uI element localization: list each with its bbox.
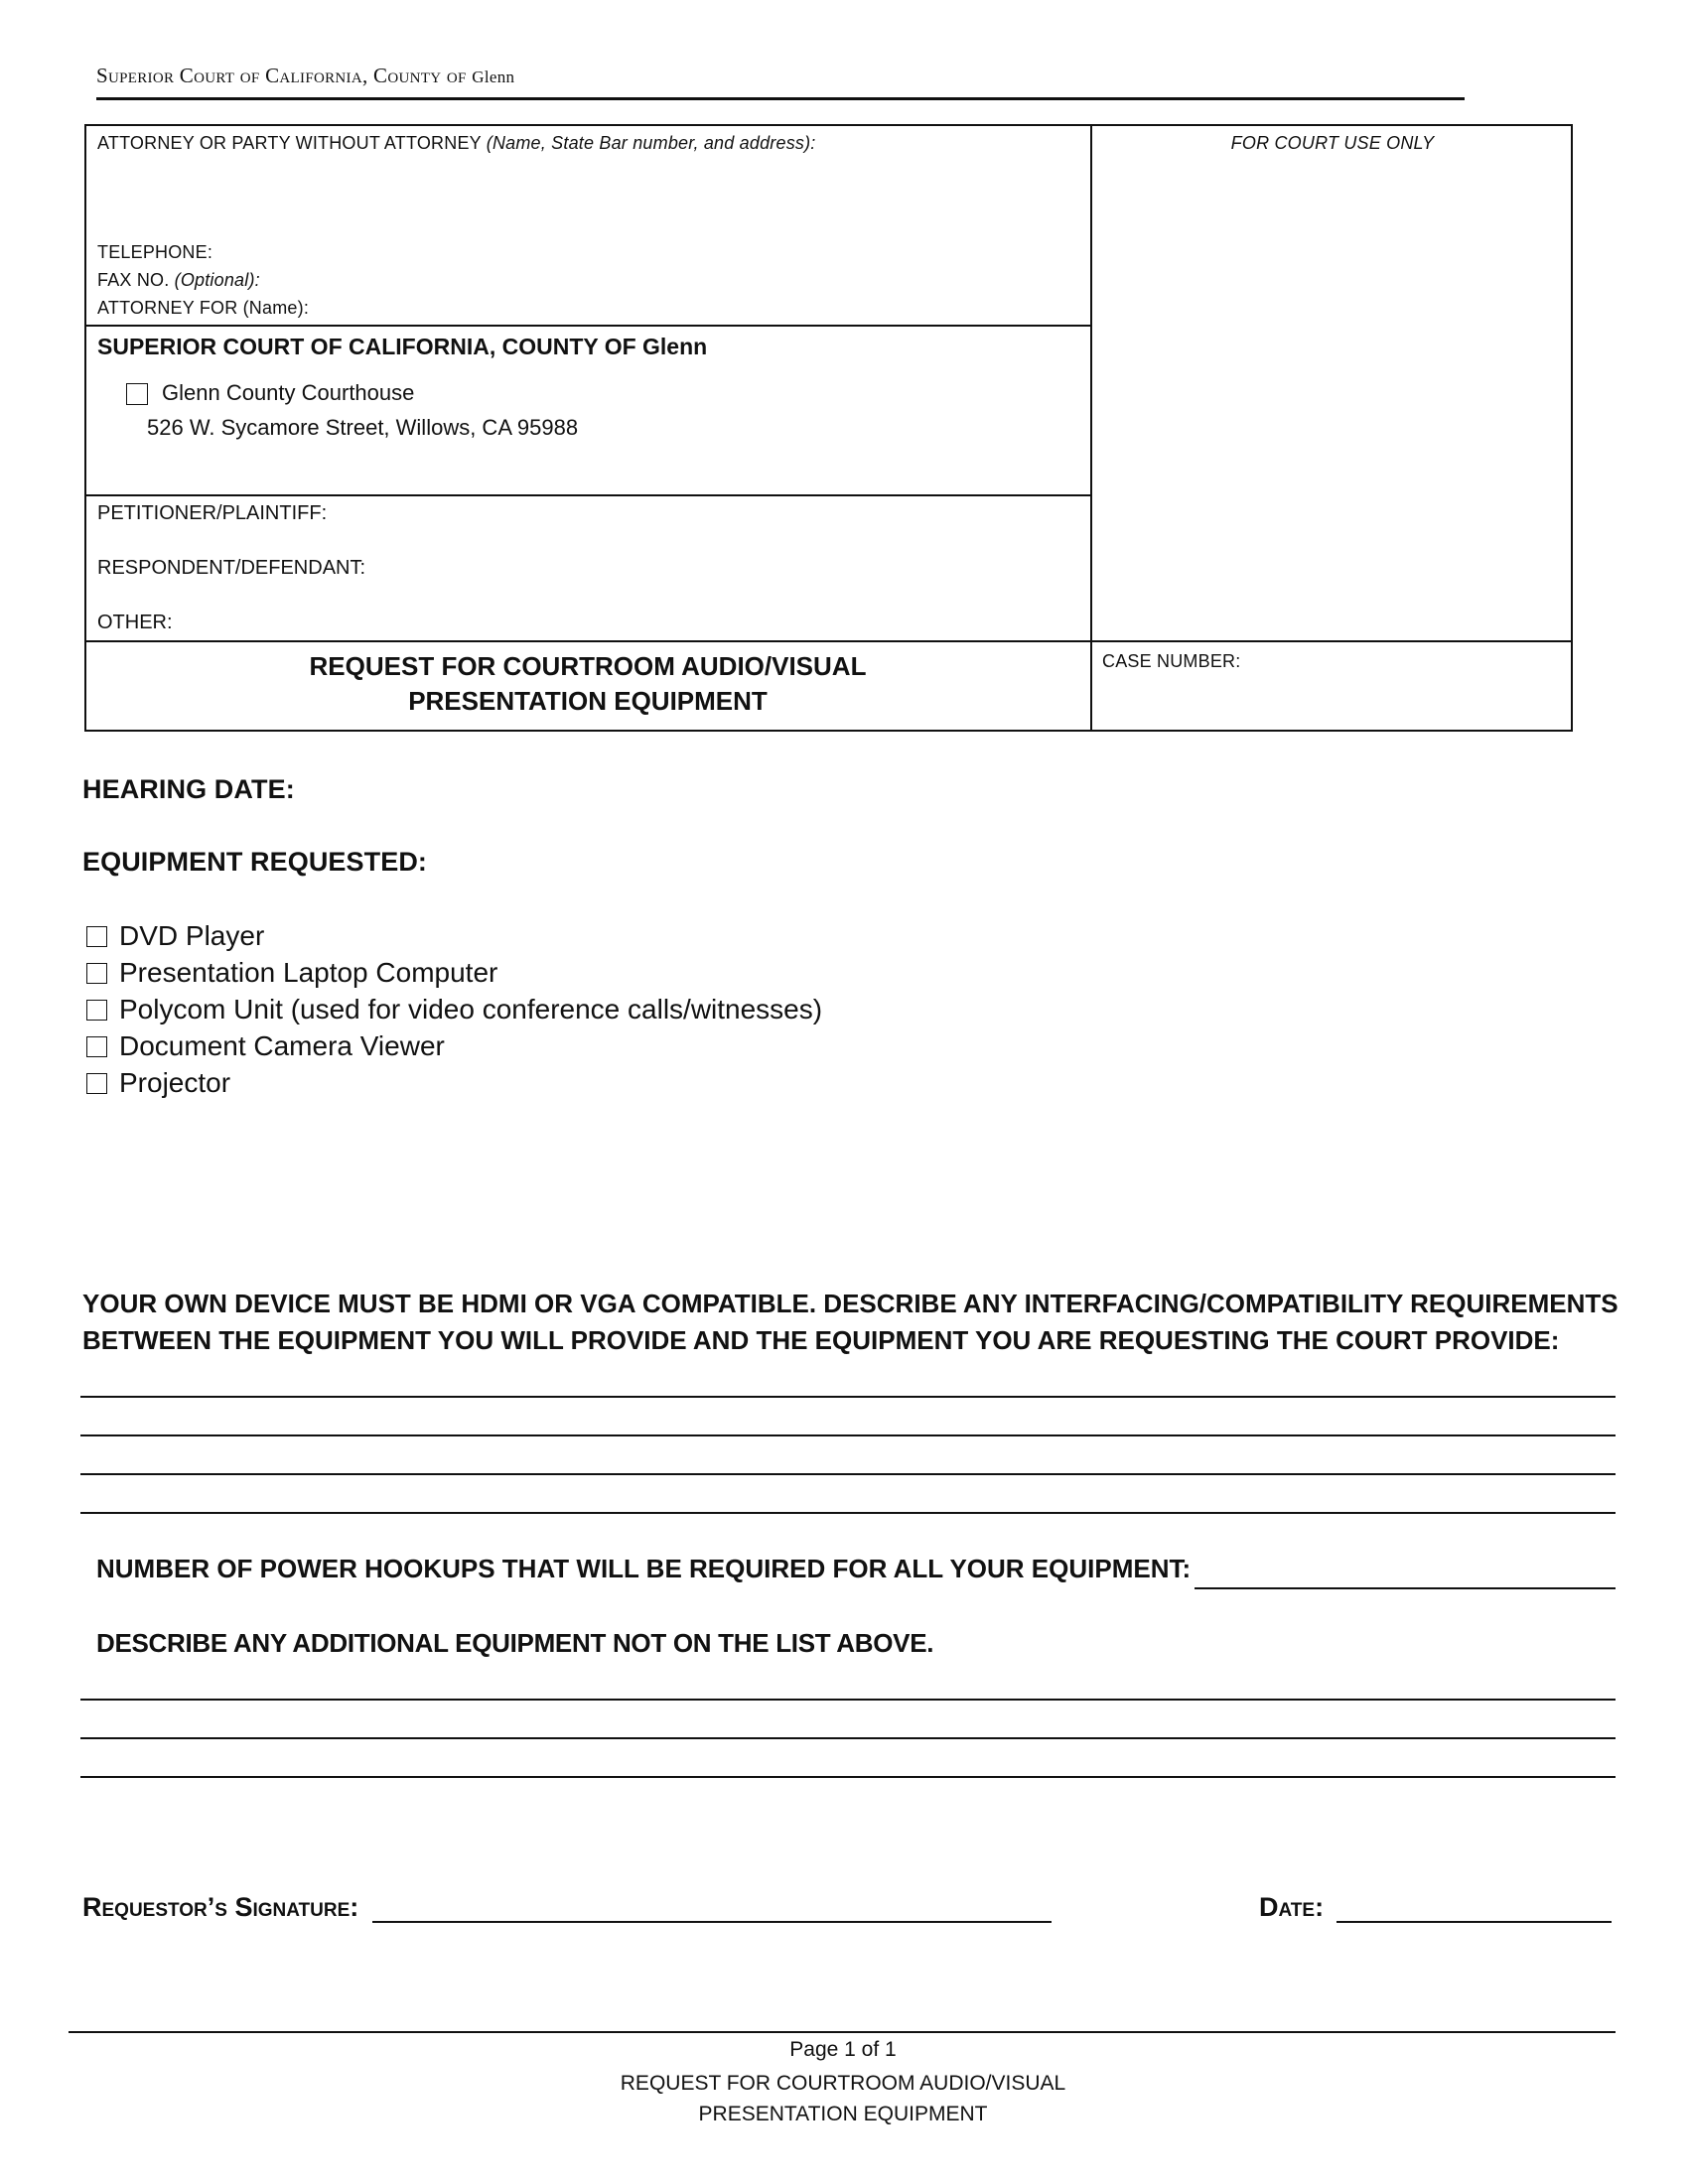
compatibility-answer-line[interactable]: [80, 1473, 1616, 1475]
form-title-line2: PRESENTATION EQUIPMENT: [408, 686, 768, 716]
signature-line[interactable]: [372, 1921, 1052, 1923]
fax-hint: (Optional):: [174, 270, 260, 290]
respondent-field[interactable]: RESPONDENT/DEFENDANT:: [97, 557, 366, 579]
power-hookups-answer-line[interactable]: [1195, 1587, 1616, 1589]
form-title-line1: REQUEST FOR COURTROOM AUDIO/VISUAL: [309, 651, 867, 681]
court-header-county: Glenn: [472, 68, 515, 86]
page-number: Page 1 of 1: [789, 2038, 897, 2061]
equipment-option-label: Polycom Unit (used for video conference calls/witnesses): [119, 994, 823, 1024]
header-rule: [96, 97, 1465, 100]
additional-equipment-answer-line[interactable]: [80, 1737, 1616, 1739]
equipment-option-dvd[interactable]: [86, 919, 264, 953]
case-number-field[interactable]: CASE NUMBER:: [1102, 651, 1241, 671]
equipment-checkbox[interactable]: [86, 1000, 107, 1021]
telephone-field[interactable]: TELEPHONE:: [97, 242, 213, 262]
caption-divider-title: [84, 640, 1573, 642]
compatibility-answer-line[interactable]: [80, 1434, 1616, 1436]
equipment-option-label: DVD Player: [119, 920, 265, 951]
date-line[interactable]: [1336, 1921, 1612, 1923]
equipment-option-polycom[interactable]: [86, 993, 822, 1026]
petitioner-field[interactable]: PETITIONER/PLAINTIFF:: [97, 502, 328, 524]
hearing-date-field[interactable]: HEARING DATE:: [82, 774, 295, 804]
equipment-requested-heading: EQUIPMENT REQUESTED:: [82, 847, 428, 877]
court-header: [96, 64, 514, 88]
footer-title-line1: REQUEST FOR COURTROOM AUDIO/VISUAL: [620, 2072, 1066, 2095]
caption-divider-attorney: [84, 325, 1091, 327]
equipment-option-label: Presentation Laptop Computer: [119, 957, 498, 988]
court-title: SUPERIOR COURT OF CALIFORNIA, COUNTY OF Glenn: [97, 334, 708, 359]
signature-label: Requestor’s Signature:: [82, 1892, 359, 1922]
courthouse-name: Glenn County Courthouse: [162, 380, 415, 405]
attorney-field[interactable]: [97, 133, 816, 154]
footer-rule: [69, 2031, 1616, 2033]
device-note-line2: BETWEEN THE EQUIPMENT YOU WILL PROVIDE AND THE EQUIPMENT YOU ARE REQUESTING THE COURT PROVIDE:: [82, 1325, 1560, 1355]
equipment-checkbox[interactable]: [86, 926, 107, 947]
fax-field[interactable]: [97, 270, 260, 291]
equipment-option-projector[interactable]: [86, 1066, 230, 1100]
courthouse-checkbox[interactable]: [126, 383, 148, 405]
footer-title-line2: PRESENTATION EQUIPMENT: [698, 2103, 988, 2125]
attorney-for-field[interactable]: ATTORNEY FOR (Name):: [97, 298, 310, 318]
attorney-hint: (Name, State Bar number, and address):: [486, 133, 816, 153]
caption-divider-court: [84, 494, 1091, 496]
compatibility-answer-line[interactable]: [80, 1512, 1616, 1514]
equipment-checkbox[interactable]: [86, 963, 107, 984]
attorney-label: ATTORNEY OR PARTY WITHOUT ATTORNEY: [97, 133, 482, 153]
power-hookups-label: NUMBER OF POWER HOOKUPS THAT WILL BE REQUIRED FOR ALL YOUR EQUIPMENT:: [96, 1554, 1192, 1583]
additional-equipment-label: DESCRIBE ANY ADDITIONAL EQUIPMENT NOT ON THE LIST ABOVE.: [96, 1628, 934, 1658]
court-use-only-label: FOR COURT USE ONLY: [1230, 133, 1435, 153]
date-label: Date:: [1259, 1892, 1325, 1922]
equipment-option-label: Projector: [119, 1067, 231, 1098]
equipment-checkbox[interactable]: [86, 1073, 107, 1094]
additional-equipment-answer-line[interactable]: [80, 1699, 1616, 1701]
courthouse-address: 526 W. Sycamore Street, Willows, CA 95988: [147, 415, 579, 440]
equipment-option-document-camera[interactable]: [86, 1029, 445, 1063]
equipment-option-label: Document Camera Viewer: [119, 1030, 445, 1061]
fax-label: FAX NO.: [97, 270, 170, 290]
court-header-name: Superior Court of California, County of: [96, 64, 467, 87]
equipment-option-laptop[interactable]: [86, 956, 497, 990]
compatibility-answer-line[interactable]: [80, 1396, 1616, 1398]
additional-equipment-answer-line[interactable]: [80, 1776, 1616, 1778]
equipment-checkbox[interactable]: [86, 1036, 107, 1057]
other-field[interactable]: OTHER:: [97, 612, 173, 633]
device-note-line1: YOUR OWN DEVICE MUST BE HDMI OR VGA COMPATIBLE. DESCRIBE ANY INTERFACING/COMPATIBILITY REQUIREMENTS: [82, 1289, 1618, 1318]
